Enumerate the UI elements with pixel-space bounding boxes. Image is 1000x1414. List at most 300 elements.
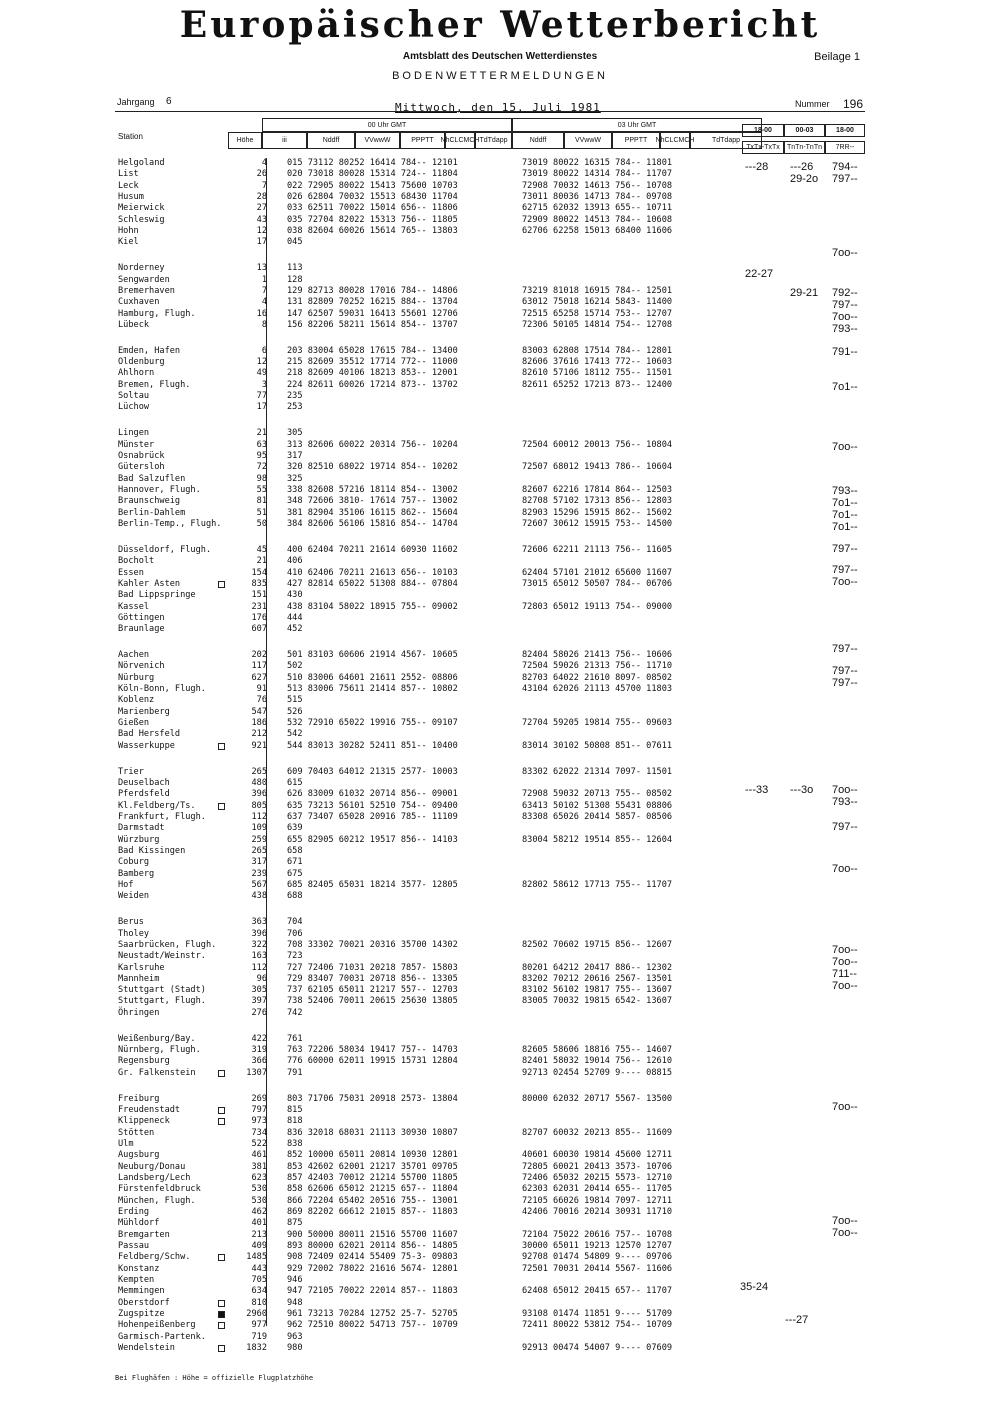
station-height: 4 — [261, 297, 267, 308]
obs-00-gmt: 235 — [287, 391, 303, 402]
table-row — [0, 1298, 1000, 1309]
station-height: 1307 — [246, 1067, 267, 1078]
table-row — [0, 1252, 1000, 1263]
station-height: 151 — [251, 590, 267, 601]
handwritten-annotation: 797-- — [832, 173, 858, 185]
obs-00-gmt: 761 — [287, 1033, 303, 1044]
obs-00-gmt: 815 — [287, 1104, 303, 1115]
header-tdapp-00: TdTdapp — [475, 132, 512, 149]
obs-00-gmt: 866 72204 65402 20516 755-- 13001 — [287, 1195, 458, 1206]
station-name: Regensburg — [118, 1056, 170, 1067]
station-name: Kahler Asten — [118, 578, 181, 589]
obs-03-gmt: 83005 70032 19815 6542- 13607 — [522, 996, 673, 1007]
station-height: 705 — [251, 1274, 267, 1285]
station-height: 7 — [261, 285, 267, 296]
obs-00-gmt: 317 — [287, 451, 303, 461]
obs-00-gmt: 615 — [287, 777, 303, 788]
station-height: 2960 — [246, 1308, 267, 1319]
obs-00-gmt: 893 80000 62021 20114 856-- 14805 — [287, 1240, 458, 1251]
mountain-station-marker — [218, 743, 225, 750]
station-height: 443 — [251, 1263, 267, 1274]
station-height: 21 — [256, 428, 267, 439]
handwritten-annotation: 797-- — [832, 299, 858, 311]
header-range-1: 18-00 — [742, 124, 784, 137]
station-height: 76 — [256, 695, 267, 706]
obs-03-gmt: 83202 70212 20616 2567- 13501 — [522, 973, 673, 984]
table-row — [0, 1264, 1000, 1275]
station-height: 117 — [251, 661, 267, 672]
handwritten-annotation: 7oo-- — [832, 1101, 858, 1113]
station-height: 45 — [256, 544, 267, 555]
page-subtitle: Amtsblatt des Deutschen Wetterdienstes — [402, 51, 598, 62]
obs-00-gmt: 406 — [287, 556, 303, 567]
station-height: 480 — [251, 777, 267, 788]
station-height: 55 — [256, 484, 267, 495]
station-table — [0, 158, 1000, 1354]
station-name: Essen — [118, 567, 144, 578]
obs-03-gmt: 42406 70016 20214 30931 11710 — [522, 1206, 673, 1217]
header-tn: TnTn-TnTn — [784, 141, 825, 154]
header-nh-03: NhCLCMCH — [660, 132, 690, 149]
nummer-label: Nummer — [795, 99, 830, 109]
station-name: Frankfurt, Flugh. — [118, 811, 206, 822]
table-row — [0, 428, 1000, 439]
station-name: Neuburg/Donau — [118, 1161, 186, 1172]
station-name: Mannheim — [118, 973, 160, 984]
table-row — [0, 846, 1000, 857]
table-row — [0, 1343, 1000, 1354]
obs-00-gmt: 502 — [287, 661, 303, 672]
station-name: Berlin-Dahlem — [118, 507, 186, 518]
station-name: Bamberg — [118, 868, 155, 879]
obs-03-gmt: 82404 58026 21413 756-- 10606 — [522, 650, 673, 661]
station-name: Neustadt/Weinstr. — [118, 951, 206, 962]
handwritten-annotation: 797-- — [832, 665, 858, 677]
obs-00-gmt: 215 82609 35512 17714 772-- 11000 — [287, 357, 458, 368]
table-row — [0, 368, 1000, 379]
obs-03-gmt: 92713 02454 52709 9---- 08815 — [522, 1067, 673, 1078]
obs-03-gmt: 72805 60021 20413 3573- 10706 — [522, 1161, 673, 1172]
station-name: Hohn — [118, 225, 139, 236]
table-row — [0, 624, 1000, 635]
obs-00-gmt: 727 72406 71031 20218 7857- 15803 — [287, 962, 458, 973]
nummer-value: 196 — [843, 97, 864, 111]
obs-00-gmt: 609 70403 64012 21315 2577- 10003 — [287, 766, 458, 777]
table-row — [0, 1008, 1000, 1019]
station-height: 6 — [261, 345, 267, 356]
station-height: 422 — [251, 1033, 267, 1044]
obs-00-gmt: 858 62606 65012 21215 657-- 11804 — [287, 1184, 458, 1195]
station-name: Soltau — [118, 391, 150, 402]
station-height: 72 — [256, 462, 267, 473]
station-name: Hof — [118, 879, 134, 890]
obs-03-gmt: 82903 15296 15915 862-- 15602 — [522, 507, 673, 518]
header-rule — [115, 111, 865, 112]
station-name: Gießen — [118, 718, 150, 729]
station-name: Cuxhaven — [118, 297, 160, 308]
station-height: 109 — [251, 823, 267, 834]
station-name: Hohenpeißenberg — [118, 1320, 196, 1331]
station-name: Sengwarden — [118, 274, 170, 285]
table-row — [0, 996, 1000, 1007]
obs-03-gmt: 72507 68012 19413 786-- 10604 — [522, 462, 673, 473]
table-row — [0, 729, 1000, 740]
station-name: Feldberg/Schw. — [118, 1252, 191, 1263]
obs-00-gmt: 129 82713 80028 17016 784-- 14806 — [287, 285, 458, 296]
obs-00-gmt: 704 — [287, 917, 303, 928]
table-row — [0, 891, 1000, 902]
obs-03-gmt: 80000 62032 20717 5567- 13500 — [522, 1093, 673, 1104]
obs-00-gmt: 542 — [287, 729, 303, 740]
mountain-station-marker — [218, 803, 225, 810]
station-name: Öhringen — [118, 1007, 160, 1018]
obs-03-gmt: 30000 65011 19213 12570 12707 — [522, 1240, 673, 1251]
station-height: 17 — [256, 237, 267, 248]
table-row — [0, 835, 1000, 846]
obs-03-gmt: 62706 62258 15013 68400 11606 — [522, 225, 673, 236]
handwritten-annotation: 7oo-- — [832, 980, 858, 992]
station-name: Braunschweig — [118, 496, 181, 507]
station-group — [0, 545, 1000, 636]
station-name: Stuttgart, Flugh. — [118, 996, 206, 1007]
obs-03-gmt: 40601 60030 19814 45600 12711 — [522, 1150, 673, 1161]
obs-00-gmt: 444 — [287, 612, 303, 623]
obs-00-gmt: 128 — [287, 274, 303, 285]
obs-00-gmt: 963 — [287, 1331, 303, 1342]
station-height: 98 — [256, 473, 267, 484]
obs-03-gmt: 72607 30612 15915 753-- 14500 — [522, 518, 673, 529]
station-name: Köln-Bonn, Flugh. — [118, 684, 206, 695]
station-name: Freiburg — [118, 1093, 160, 1104]
station-name: Passau — [118, 1240, 150, 1251]
obs-00-gmt: 803 71706 75031 20918 2573- 13804 — [287, 1093, 458, 1104]
station-name: Fürstenfeldbruck — [118, 1184, 201, 1195]
table-row — [0, 192, 1000, 203]
station-height: 734 — [251, 1127, 267, 1138]
station-name: Karlsruhe — [118, 962, 165, 973]
mountain-station-marker — [218, 1107, 225, 1114]
obs-03-gmt: 80201 64212 20417 886-- 12302 — [522, 962, 673, 973]
station-name: Zugspitze — [118, 1308, 165, 1319]
station-height: 63 — [256, 439, 267, 450]
obs-00-gmt: 381 82904 35106 16115 862-- 15604 — [287, 507, 458, 518]
obs-03-gmt: 72504 60012 20013 756-- 10804 — [522, 439, 673, 450]
station-name: Garmisch-Partenk. — [118, 1331, 206, 1342]
obs-00-gmt: 113 — [287, 263, 303, 274]
obs-03-gmt: 83302 62022 21314 7097- 11501 — [522, 766, 673, 777]
handwritten-annotation: ---33 — [745, 784, 769, 796]
station-height: 16 — [256, 308, 267, 319]
station-name: Gütersloh — [118, 462, 165, 473]
station-height: 835 — [251, 578, 267, 589]
header-gmt03: 03 Uhr GMT — [512, 118, 762, 132]
handwritten-annotation: 7o1-- — [832, 381, 858, 393]
station-name: Pferdsfeld — [118, 789, 170, 800]
station-name: Wasserkuppe — [118, 740, 175, 751]
table-row — [0, 462, 1000, 473]
station-name: Klippeneck — [118, 1116, 170, 1127]
station-name: Helgoland — [118, 158, 165, 168]
obs-00-gmt: 658 — [287, 845, 303, 856]
table-row — [0, 602, 1000, 613]
obs-00-gmt: 948 — [287, 1297, 303, 1308]
table-row — [0, 767, 1000, 778]
station-height: 921 — [251, 740, 267, 751]
obs-00-gmt: 020 73018 80028 15314 724-- 11804 — [287, 169, 458, 180]
obs-00-gmt: 637 73407 65028 20916 785-- 11109 — [287, 811, 458, 822]
obs-00-gmt: 626 83009 61032 20714 856-- 09001 — [287, 789, 458, 800]
station-height: 366 — [251, 1056, 267, 1067]
station-name: List — [118, 169, 139, 180]
mountain-station-marker — [218, 1322, 225, 1329]
table-row — [0, 226, 1000, 237]
table-row — [0, 1320, 1000, 1331]
station-height: 547 — [251, 706, 267, 717]
station-height: 91 — [256, 684, 267, 695]
station-name: Bremen, Flugh. — [118, 379, 191, 390]
station-height: 805 — [251, 800, 267, 811]
obs-03-gmt: 72606 62211 21113 756-- 11605 — [522, 544, 673, 555]
station-height: 363 — [251, 917, 267, 928]
obs-03-gmt: 92708 01474 54809 9---- 09706 — [522, 1252, 673, 1263]
station-height: 4 — [261, 158, 267, 168]
table-row — [0, 1034, 1000, 1045]
handwritten-annotation: 7o1-- — [832, 509, 858, 521]
handwritten-annotation: 7oo-- — [832, 441, 858, 453]
station-name: Bocholt — [118, 556, 155, 567]
table-row — [0, 917, 1000, 928]
station-height: 81 — [256, 496, 267, 507]
station-height: 634 — [251, 1286, 267, 1297]
obs-00-gmt: 737 62105 65011 21217 557-- 12703 — [287, 985, 458, 996]
section-title: BODENWETTERMELDUNGEN — [392, 70, 608, 82]
obs-03-gmt: 82610 57106 18112 755-- 11501 — [522, 368, 673, 379]
obs-00-gmt: 776 60000 62011 19915 15731 12804 — [287, 1056, 458, 1067]
obs-00-gmt: 675 — [287, 868, 303, 879]
station-name: Landsberg/Lech — [118, 1172, 191, 1183]
station-column-header: Station — [118, 132, 143, 141]
obs-00-gmt: 313 82606 60022 20314 756-- 10204 — [287, 439, 458, 450]
station-name: Berus — [118, 917, 144, 928]
station-height: 95 — [256, 451, 267, 461]
station-name: Bremerhaven — [118, 285, 175, 296]
station-name: Lingen — [118, 428, 150, 439]
station-height: 21 — [256, 556, 267, 567]
obs-00-gmt: 515 — [287, 695, 303, 706]
handwritten-annotation: 711-- — [832, 968, 857, 980]
obs-00-gmt: 156 82206 58211 15614 854-- 13707 — [287, 319, 458, 330]
station-height: 409 — [251, 1240, 267, 1251]
station-name: Berlin-Temp., Flugh. — [118, 518, 222, 529]
station-height: 322 — [251, 939, 267, 950]
obs-00-gmt: 384 82606 56106 15816 854-- 14704 — [287, 518, 458, 529]
station-name: Tholey — [118, 928, 150, 939]
header-tdapp-03: TdTdapp — [690, 132, 762, 149]
station-name: Ulm — [118, 1138, 134, 1149]
handwritten-annotation: ---3o — [790, 784, 814, 796]
station-height: 462 — [251, 1206, 267, 1217]
obs-00-gmt: 818 — [287, 1116, 303, 1127]
station-height: 276 — [251, 1007, 267, 1018]
handwritten-annotation: 7oo-- — [832, 247, 858, 259]
table-row — [0, 929, 1000, 940]
obs-00-gmt: 946 — [287, 1274, 303, 1285]
handwritten-annotation: 7o1-- — [832, 497, 858, 509]
obs-00-gmt: 706 — [287, 928, 303, 939]
station-name: Oberstdorf — [118, 1297, 170, 1308]
station-name: Münster — [118, 439, 155, 450]
table-row — [0, 474, 1000, 485]
station-name: Deuselbach — [118, 777, 170, 788]
handwritten-annotation: 7oo-- — [832, 1215, 858, 1227]
station-name: Nörvenich — [118, 661, 165, 672]
obs-03-gmt: 72306 50105 14814 754-- 12708 — [522, 319, 673, 330]
station-height: 265 — [251, 766, 267, 777]
station-height: 176 — [251, 612, 267, 623]
obs-00-gmt: 035 72704 82022 15313 756-- 11805 — [287, 214, 458, 225]
obs-00-gmt: 869 82202 66612 21015 857-- 11803 — [287, 1206, 458, 1217]
handwritten-annotation: 7oo-- — [832, 944, 858, 956]
station-name: Memmingen — [118, 1286, 165, 1297]
station-height: 49 — [256, 368, 267, 379]
obs-00-gmt: 671 — [287, 857, 303, 868]
obs-03-gmt: 72909 80022 14513 784-- 10608 — [522, 214, 673, 225]
table-row — [0, 1056, 1000, 1067]
table-row — [0, 1241, 1000, 1252]
table-row — [0, 263, 1000, 274]
table-row — [0, 215, 1000, 226]
station-name: Aachen — [118, 650, 150, 661]
header-range-2: 00-03 — [784, 124, 825, 137]
obs-03-gmt: 82502 70602 19715 856-- 12607 — [522, 939, 673, 950]
station-height: 51 — [256, 507, 267, 518]
station-height: 627 — [251, 672, 267, 683]
handwritten-annotation: 793-- — [832, 323, 858, 335]
obs-03-gmt: 72515 65258 15714 753-- 12707 — [522, 308, 673, 319]
obs-00-gmt: 980 — [287, 1342, 303, 1353]
handwritten-annotation: ---27 — [785, 1314, 809, 1326]
station-name: Nürnberg, Flugh. — [118, 1045, 201, 1056]
station-height: 212 — [251, 729, 267, 740]
station-name: Ahlhorn — [118, 368, 155, 379]
obs-03-gmt: 73219 81018 16915 784-- 12501 — [522, 285, 673, 296]
obs-00-gmt: 655 82905 60212 19517 856-- 14103 — [287, 834, 458, 845]
table-row — [0, 613, 1000, 624]
station-height: 43 — [256, 214, 267, 225]
obs-03-gmt: 83102 56102 19817 755-- 13607 — [522, 985, 673, 996]
obs-00-gmt: 026 62804 70032 15513 68430 11704 — [287, 191, 458, 202]
header-vvwww-03: VVwwW — [564, 132, 612, 149]
handwritten-annotation: 794-- — [832, 161, 858, 173]
obs-03-gmt: 82607 62216 17814 864-- 12503 — [522, 484, 673, 495]
station-name: Coburg — [118, 857, 150, 868]
obs-03-gmt: 82611 65252 17213 873-- 12400 — [522, 379, 673, 390]
station-name: Oldenburg — [118, 357, 165, 368]
station-height: 12 — [256, 225, 267, 236]
obs-03-gmt: 62404 57101 21012 65600 11607 — [522, 567, 673, 578]
obs-03-gmt: 82703 64022 21610 8097- 08502 — [522, 672, 673, 683]
table-row — [0, 1150, 1000, 1161]
obs-00-gmt: 900 50000 80011 21516 55700 11607 — [287, 1229, 458, 1240]
handwritten-annotation: 797-- — [832, 543, 858, 555]
table-row — [0, 1045, 1000, 1056]
table-row — [0, 1286, 1000, 1297]
obs-03-gmt: 73019 80022 14314 784-- 11707 — [522, 169, 673, 180]
obs-00-gmt: 038 82604 60026 15614 765-- 13803 — [287, 225, 458, 236]
table-row — [0, 275, 1000, 286]
header-rrr: 7RR-- — [825, 141, 865, 154]
station-name: Schleswig — [118, 214, 165, 225]
obs-03-gmt: 92913 00474 54007 9---- 07609 — [522, 1342, 673, 1353]
table-row — [0, 1196, 1000, 1207]
station-height: 163 — [251, 951, 267, 962]
table-row — [0, 402, 1000, 413]
obs-03-gmt: 72105 66026 19814 7097- 12711 — [522, 1195, 673, 1206]
mountain-station-marker — [218, 581, 225, 588]
obs-03-gmt: 72504 59026 21313 756-- 11710 — [522, 661, 673, 672]
obs-00-gmt: 338 82608 57216 18114 854-- 13002 — [287, 484, 458, 495]
obs-00-gmt: 791 — [287, 1067, 303, 1078]
station-height: 50 — [256, 518, 267, 529]
handwritten-annotation: 22-27 — [745, 268, 774, 280]
station-height: 530 — [251, 1184, 267, 1195]
mountain-station-marker — [218, 1300, 225, 1307]
obs-00-gmt: 908 72409 02414 55409 75-3- 09803 — [287, 1252, 458, 1263]
station-group — [0, 1034, 1000, 1079]
obs-00-gmt: 929 72002 78022 21616 5674- 12801 — [287, 1263, 458, 1274]
obs-03-gmt: 72411 80022 53812 754-- 10709 — [522, 1320, 673, 1331]
station-name: Würzburg — [118, 834, 160, 845]
station-height: 1485 — [246, 1252, 267, 1263]
table-row — [0, 1309, 1000, 1320]
station-name: Bad Lippspringe — [118, 590, 196, 601]
obs-00-gmt: 836 32018 68031 21113 30930 10807 — [287, 1127, 458, 1138]
header-gmt00: 00 Uhr GMT — [262, 118, 512, 132]
obs-00-gmt: 635 73213 56101 52510 754-- 09400 — [287, 800, 458, 811]
station-height: 8 — [261, 319, 267, 330]
obs-03-gmt: 72104 75022 20616 757-- 10708 — [522, 1229, 673, 1240]
table-row — [0, 741, 1000, 752]
station-name: Marienberg — [118, 706, 170, 717]
table-row — [0, 1173, 1000, 1184]
obs-00-gmt: 688 — [287, 891, 303, 902]
obs-00-gmt: 224 82611 60026 17214 873-- 13702 — [287, 379, 458, 390]
station-height: 461 — [251, 1150, 267, 1161]
header-tx: TxTx-TxTx — [742, 141, 784, 154]
station-name: Stuttgart (Stadt) — [118, 985, 206, 996]
station-name: Braunlage — [118, 624, 165, 635]
obs-00-gmt: 513 83006 75611 21414 857-- 10802 — [287, 684, 458, 695]
obs-03-gmt: 83003 62808 17514 784-- 12801 — [522, 345, 673, 356]
station-name: München, Flugh. — [118, 1195, 196, 1206]
table-row — [0, 1332, 1000, 1343]
obs-03-gmt: 72501 70031 20414 5567- 11606 — [522, 1263, 673, 1274]
handwritten-annotation: 797-- — [832, 821, 858, 833]
station-height: 973 — [251, 1116, 267, 1127]
obs-00-gmt: 348 72606 3810- 17614 757-- 13002 — [287, 496, 458, 507]
obs-03-gmt: 83004 58212 19514 855-- 12604 — [522, 834, 673, 845]
station-name: Hannover, Flugh. — [118, 484, 201, 495]
station-height: 530 — [251, 1195, 267, 1206]
station-name: Düsseldorf, Flugh. — [118, 544, 212, 555]
station-name: Gr. Falkenstein — [118, 1067, 196, 1078]
table-row — [0, 1139, 1000, 1150]
station-name: Stötten — [118, 1127, 155, 1138]
handwritten-annotation: 797-- — [832, 677, 858, 689]
station-height: 77 — [256, 391, 267, 402]
header-ppptt-00: PPPTT — [400, 132, 445, 149]
obs-00-gmt: 410 62406 70211 21613 656-- 10103 — [287, 567, 458, 578]
